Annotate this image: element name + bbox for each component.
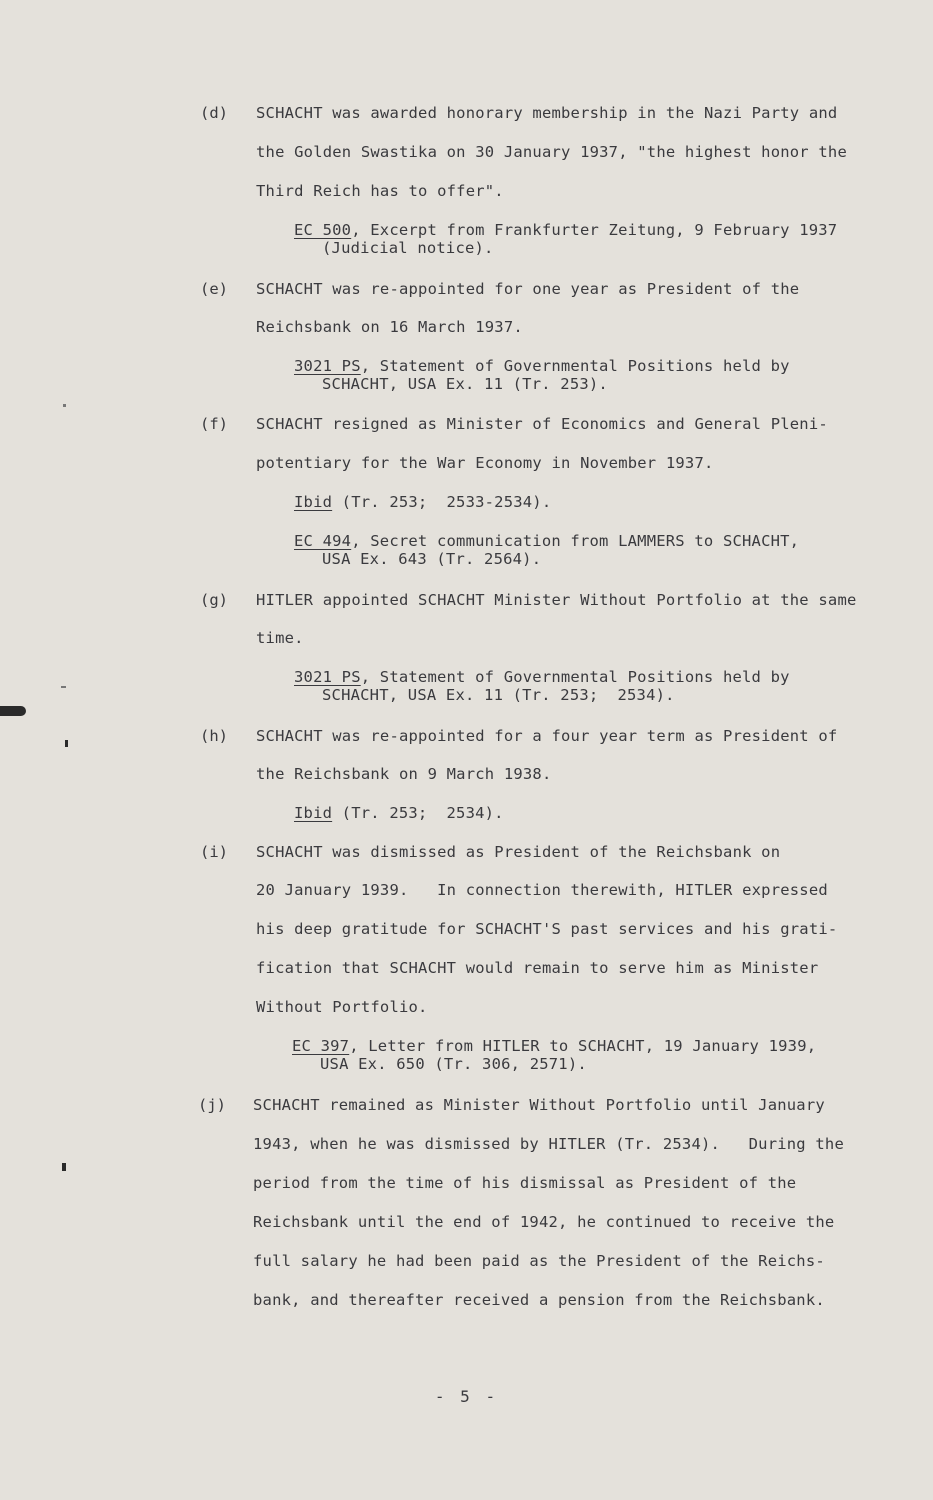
- citation-line: [294, 804, 504, 822]
- citation-cont: USA Ex. 643 (Tr. 2564).: [322, 550, 542, 568]
- citation-line: [294, 493, 551, 511]
- body-line: the Golden Swastika on 30 January 1937, "the highest honor the: [256, 143, 847, 161]
- citation-text: , Statement of Governmental Positions held by: [360, 357, 790, 375]
- section-label-j: (j): [198, 1096, 226, 1114]
- body-line: Reichsbank until the end of 1942, he continued to receive the: [253, 1213, 835, 1231]
- citation-text: , Secret communication from LAMMERS to SCHACHT,: [351, 532, 800, 550]
- citation-text: (Tr. 253; 2534).: [332, 804, 504, 822]
- citation-text: , Letter from HITLER to SCHACHT, 19 January 1939,: [349, 1037, 817, 1055]
- section-label-e: (e): [200, 280, 228, 298]
- citation-line: [294, 668, 790, 686]
- citation-cont: USA Ex. 650 (Tr. 306, 2571).: [320, 1055, 587, 1073]
- body-line: HITLER appointed SCHACHT Minister Without Portfolio at the same: [256, 591, 857, 609]
- citation-cont: SCHACHT, USA Ex. 11 (Tr. 253; 2534).: [322, 686, 675, 704]
- scan-mark: [62, 1163, 66, 1171]
- citation-ref: 3021 PS: [294, 357, 361, 375]
- citation-line: [294, 532, 799, 550]
- citation-cont: (Judicial notice).: [322, 239, 494, 257]
- body-line: SCHACHT was awarded honorary membership in the Nazi Party and: [256, 104, 838, 122]
- section-label-i: (i): [200, 843, 228, 861]
- citation-ref: EC 397: [292, 1037, 350, 1055]
- section-label-h: (h): [200, 727, 228, 745]
- citation-cont: SCHACHT, USA Ex. 11 (Tr. 253).: [322, 375, 608, 393]
- body-line: potentiary for the War Economy in November 1937.: [256, 454, 714, 472]
- citation-ref: 3021 PS: [294, 668, 361, 686]
- citation-line: [292, 1037, 816, 1055]
- body-line: full salary he had been paid as the President of the Reichs-: [253, 1252, 825, 1270]
- citation-ref: Ibid: [294, 804, 333, 822]
- scan-mark: [63, 404, 66, 407]
- scan-mark: [61, 686, 66, 688]
- citation-text: , Statement of Governmental Positions held by: [360, 668, 790, 686]
- body-line: 20 January 1939. In connection therewith, HITLER expressed: [256, 881, 828, 899]
- citation-line: [294, 357, 790, 375]
- body-line: SCHACHT resigned as Minister of Economics and General Pleni-: [256, 415, 828, 433]
- body-line: fication that SCHACHT would remain to serve him as Minister: [256, 959, 819, 977]
- body-line: the Reichsbank on 9 March 1938.: [256, 765, 552, 783]
- scan-mark: [65, 740, 68, 747]
- citation-text: (Tr. 253; 2533-2534).: [332, 493, 552, 511]
- body-line: his deep gratitude for SCHACHT'S past services and his grati-: [256, 920, 838, 938]
- citation-ref: Ibid: [294, 493, 333, 511]
- section-label-g: (g): [200, 591, 228, 609]
- scan-mark: [0, 706, 26, 716]
- body-line: period from the time of his dismissal as President of the: [253, 1174, 797, 1192]
- section-label-d: (d): [200, 104, 228, 122]
- body-line: Reichsbank on 16 March 1937.: [256, 318, 523, 336]
- body-line: SCHACHT was re-appointed for one year as President of the: [256, 280, 800, 298]
- section-label-f: (f): [200, 415, 228, 433]
- body-line: SCHACHT was dismissed as President of the Reichsbank on: [256, 843, 781, 861]
- body-line: 1943, when he was dismissed by HITLER (Tr. 2534). During the: [253, 1135, 844, 1153]
- body-line: Third Reich has to offer".: [256, 182, 504, 200]
- body-line: Without Portfolio.: [256, 998, 428, 1016]
- citation-ref: EC 500: [294, 221, 352, 239]
- citation-text: , Excerpt from Frankfurter Zeitung, 9 February 1937: [351, 221, 838, 239]
- body-line: time.: [256, 629, 304, 647]
- body-line: SCHACHT was re-appointed for a four year term as President of: [256, 727, 838, 745]
- body-line: SCHACHT remained as Minister Without Portfolio until January: [253, 1096, 825, 1114]
- citation-ref: EC 494: [294, 532, 352, 550]
- citation-line: [294, 221, 837, 239]
- body-line: bank, and thereafter received a pension from the Reichsbank.: [253, 1291, 825, 1309]
- page-number: - 5 -: [434, 1387, 499, 1406]
